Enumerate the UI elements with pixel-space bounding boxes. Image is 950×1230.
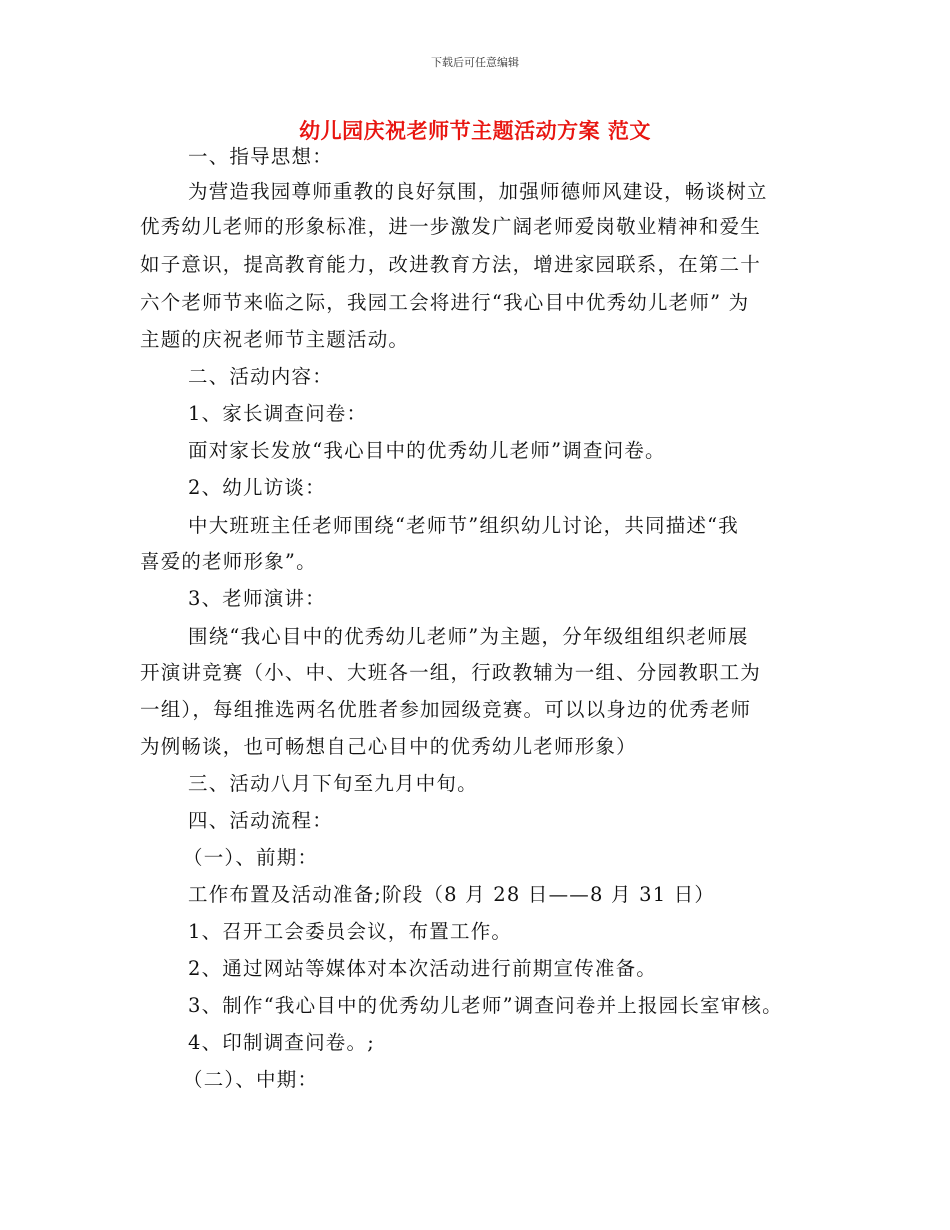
- text-line: 围绕“我心目中的优秀幼儿老师”为主题，分年级组组织老师展: [188, 625, 749, 648]
- text-line: 3、制作“我心目中的优秀幼儿老师”调查问卷并上报园长室审核。: [188, 994, 783, 1017]
- text-line: （二）、中期：: [183, 1068, 319, 1091]
- text-line: 为营造我园尊师重教的良好氛围，加强师德师风建设，畅谈树立: [188, 180, 768, 203]
- text-line: 如子意识，提高教育能力，改进教育方法，增进家园联系，在第二十: [140, 253, 762, 276]
- text-line: 三、活动八月下旬至九月中旬。: [188, 772, 478, 795]
- text-line: 主题的庆祝老师节主题活动。: [140, 328, 410, 351]
- text-line: 2、幼儿访谈：: [188, 476, 326, 499]
- text-line: 1、家长调查问卷：: [188, 402, 368, 425]
- text-line: 工作布置及活动准备;阶段（8 月 28 日——8 月 31 日）: [188, 883, 716, 906]
- text-line: 四、活动流程：: [188, 809, 333, 832]
- text-line: 面对家长发放“我心目中的优秀幼儿老师”调查问卷。: [188, 439, 666, 462]
- page-header: 下载后可任意编辑: [431, 56, 519, 69]
- text-line: 2、通过网站等媒体对本次活动进行前期宣传准备。: [188, 957, 658, 980]
- text-line: 优秀幼儿老师的形象标准，进一步激发广阔老师爱岗敬业精神和爱生: [140, 215, 762, 238]
- text-line: 喜爱的老师形象”。: [140, 550, 317, 573]
- text-line: 为例畅谈，也可畅想自己心目中的优秀幼儿老师形象）: [140, 735, 637, 758]
- text-line: 一、指导思想：: [188, 145, 333, 168]
- document-title: 幼儿园庆祝老师节主题活动方案 范文: [299, 118, 651, 143]
- text-line: （一）、前期：: [183, 846, 319, 869]
- text-line: 六个老师节来临之际，我园工会将进行“我心目中优秀幼儿老师” 为: [140, 291, 750, 314]
- text-line: 4、印制调查问卷。;: [188, 1031, 375, 1054]
- text-line: 1、召开工会委员会议，布置工作。: [188, 920, 513, 943]
- text-line: 开演讲竞赛（小、中、大班各一组，行政教辅为一组、分园教职工为: [140, 661, 762, 684]
- text-line: 二、活动内容：: [188, 365, 333, 388]
- text-line: 3、老师演讲：: [188, 587, 326, 610]
- text-line: 一组），每组推选两名优胜者参加园级竞赛。可以以身边的优秀老师: [140, 698, 752, 721]
- text-line: 中大班班主任老师围绕“老师节”组织幼儿讨论，共同描述“我: [188, 514, 740, 537]
